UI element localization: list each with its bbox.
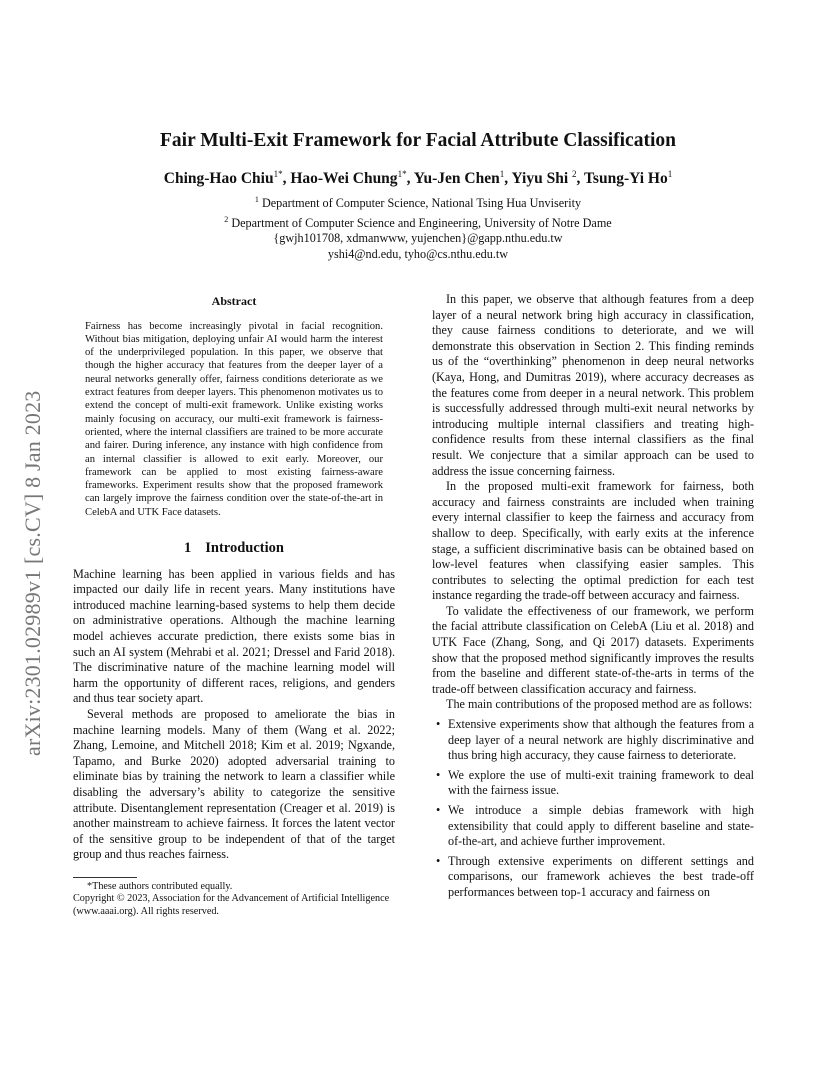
paragraph: Machine learning has been applied in various fields and has impacted our daily life in recent years. Many institutions have introduced machine learning-based systems to help them decide on administrative operations. Although the machine learning model achieves accurate prediction, there exists some bias in such an AI system (Mehrabi et al. 2021; Dressel and Farid 2018). The discriminative nature of the machine learning model will harm the opportunity of different races, religions, and genders and thus tear society apart. xyxy=(73,566,395,706)
paragraph: To validate the effectiveness of our framework, we perform the facial attribute classification on CelebA (Liu et al. 2018) and UTK Face (Zhang, Song, and Qi 2017) datasets. Experiments show that the proposed method significantly improves the results from the baseline and different state-of-the-arts in terms of the trade-off between classification accuracy and fairness. xyxy=(432,603,754,696)
footnote xyxy=(73,881,395,918)
author-name: Yu-Jen Chen xyxy=(413,170,500,188)
author-mark: 1* xyxy=(273,169,283,179)
abstract-text: Fairness has become increasingly pivotal in facial recognition. Without bias mitigation, deploying unfair AI would harm the interest of the underprivileged population. In this paper, we observe that though the higher accuracy that features from the deeper layer of a neural networks generally offer, fairness conditions deteriorate as we extract features from deeper layers. This phenomenon motivates us to extend the concept of multi-exit framework. Unlike existing works mainly focusing on accuracy, our multi-exit framework is fairness-oriented, where the internal classifiers are trained to be more accurate and fairer. During inference, any instance with high confidence from an internal classifier is allowed to exit early. Moreover, our framework can be applied to most existing fairness-aware frameworks. Experiment results show that the proposed framework can largely improve the fairness condition over the state-of-the-art in CelebA and UTK Face datasets. xyxy=(85,320,383,518)
section-title: Introduction xyxy=(205,540,284,557)
list-item: • We introduce a simple debias framework with high extensibility that could apply to different baseline and state-of-the-art, and achieve further improvement. xyxy=(432,803,754,850)
arxiv-watermark xyxy=(20,296,50,756)
author-name: Ching-Hao Chiu xyxy=(163,170,274,188)
left-column xyxy=(73,288,395,918)
paragraph: In this paper, we observe that although features from a deep layer of a neural network bring high accuracy in classification, they cause fairness conditions to deteriorate, and we will demonstrate this observation in Section 2. This finding reminds us of the “overthinking” phenomenon in deep neural networks (Kaya, Hong, and Dumitras 2019), where accuracy decreases as the features come from deeper in a neural network. This problem is successfully addressed through multi-exit neural networks by introducing multiple internal classifiers and treating high-confidence results from these internal classifiers as the final result. We conjecture that a similar approach can be used to address the issue concerning fairness. xyxy=(432,292,754,478)
author-mark: 1 xyxy=(667,169,673,179)
paragraph: In the proposed multi-exit framework for fairness, both accuracy and fairness constraints are included when training every internal classifier to keep the fairness and accuracy from shallow to deep. Specifically, with early exits at the inference stage, a sufficient discriminative basis can be obtained based on low-level features when classifying easier samples. This contributes to selecting the optimal prediction for each test instance regarding the trade-off between accuracy and fairness. xyxy=(432,479,754,603)
section-number: 1 xyxy=(184,540,192,557)
affiliations xyxy=(60,192,776,262)
footnote-divider xyxy=(73,877,137,878)
affiliation-2: $^2$ Department of Computer Science and Engineering, University of Notre Dame xyxy=(224,214,612,230)
contributions-list xyxy=(432,717,754,901)
author-name: Yiyu Shi xyxy=(511,170,569,188)
abstract-heading: Abstract xyxy=(211,294,257,308)
footnote-equal-contribution: *These authors contributed equally. xyxy=(87,880,233,892)
author-mark: 1* xyxy=(397,169,407,179)
copyright-notice: Copyright © 2023, Association for the Advancement of Artificial Intelligence (www.aaai.org). All rights reserved. xyxy=(73,893,390,917)
author-mark: 2 xyxy=(572,169,577,179)
list-item: • Through extensive experiments on different settings and comparisons, our framework achieves the best trade-off performances between top-1 accuracy and fairness on xyxy=(432,854,754,901)
affiliation-1: $^1$ Department of Computer Science, National Tsing Hua Unviserity xyxy=(254,195,582,211)
paper-title: Fair Multi-Exit Framework for Facial Attribute Classification xyxy=(160,130,676,151)
right-column xyxy=(432,292,754,905)
email-line: yshi4@nd.edu, tyho@cs.nthu.edu.tw xyxy=(327,246,509,261)
email-line: {gwjh101708, xdmanwww, yujenchen}@gapp.nthu.edu.tw xyxy=(273,231,563,246)
paragraph: Several methods are proposed to ameliorate the bias in machine learning models. Many of them (Wang et al. 2022; Zhang, Lemoine, and Mitchell 2018; Kim et al. 2019; Ngxande, Tapamo, and Burke 2020) adopted adversarial training to eliminate bias by training the network to learn a classifier while disabling the adversary’s ability to categorize the sensitive attribute. Disentanglement representation (Creager et al. 2019) is another mainstream to achieve fairness. It forces the latent vector of the sensitive group to be independent of that of the target group and thus reaches fairness. xyxy=(73,706,395,862)
arxiv-id: arXiv:2301.02989v1 [cs.CV] 8 Jan 2023 xyxy=(20,390,45,756)
author-mark: 1 xyxy=(499,169,505,179)
list-item: • Extensive experiments show that although the features from a deep layer of a neural network are highly discriminative and thus bring high accuracy, they cause fairness to deteriorate. xyxy=(432,717,754,764)
section-heading xyxy=(73,541,395,557)
author-list: Ching-Hao Chiu$^{1*}$, Hao-Wei Chung$^{1*}$, Yu-Jen Chen$^1$, Yiyu Shi $^2$, Tsung-Yi Ho$^1$ xyxy=(163,169,673,188)
list-item: • We explore the use of multi-exit training framework to deal with the fairness issue. xyxy=(432,768,754,799)
author-name: Hao-Wei Chung xyxy=(290,170,398,188)
author-name: Tsung-Yi Ho xyxy=(584,170,668,188)
paragraph: The main contributions of the proposed method are as follows: xyxy=(446,697,753,712)
